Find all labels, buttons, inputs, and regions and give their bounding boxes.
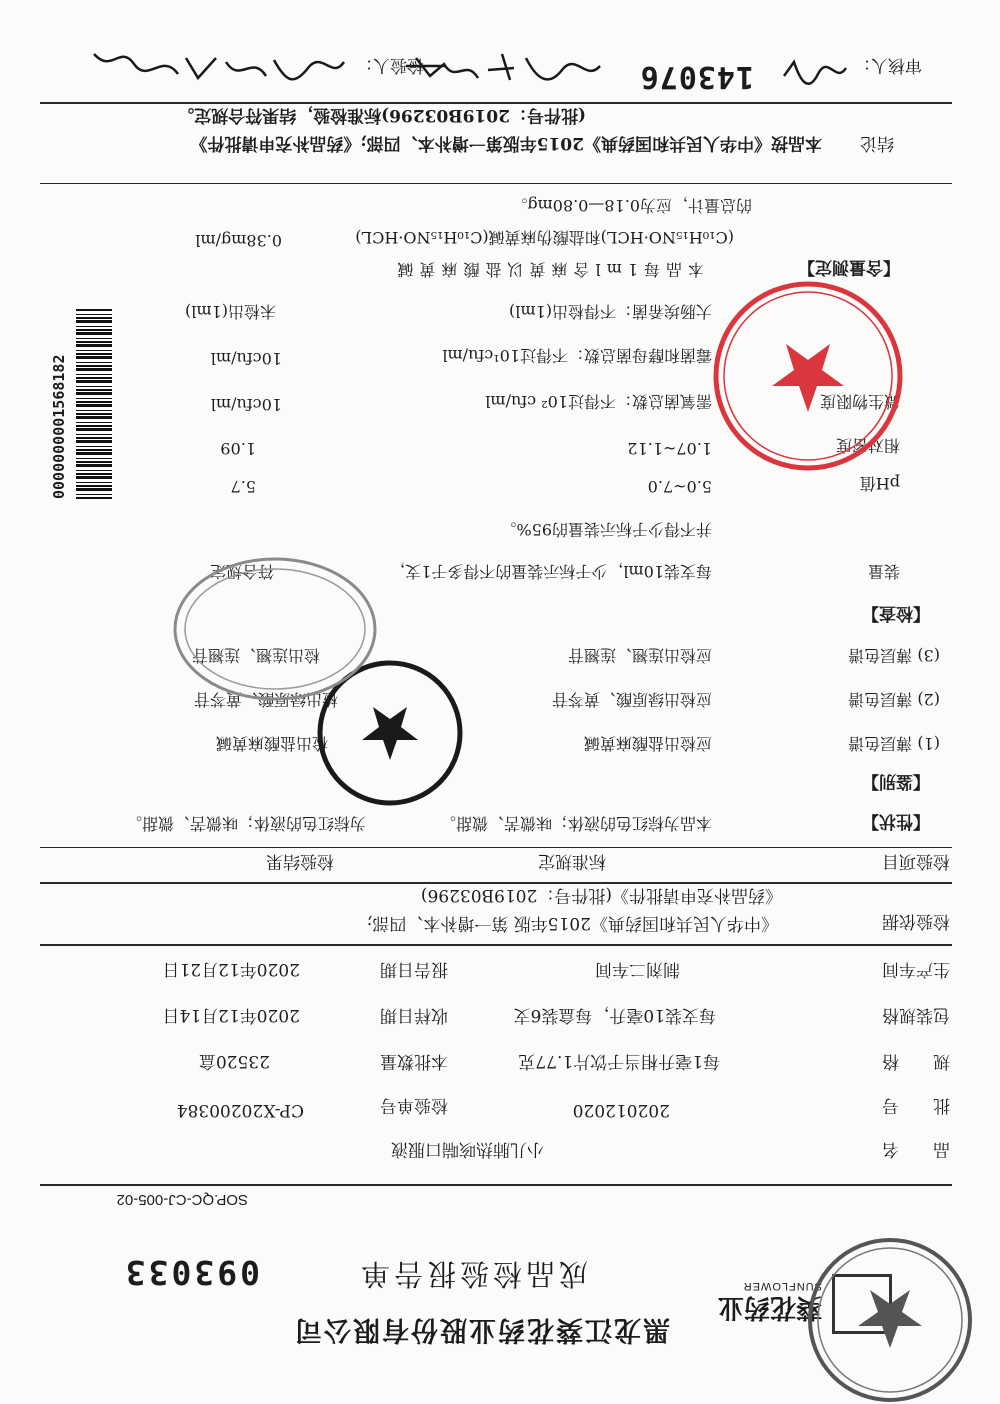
serial-number: 093033 bbox=[122, 1253, 260, 1292]
ph-standard: 5.0~7.0 bbox=[647, 477, 712, 496]
section-examination: 【检查】 bbox=[862, 603, 930, 623]
red-quality-stamp bbox=[710, 278, 906, 474]
basis-label: 检验依据 bbox=[882, 911, 950, 931]
company-name: 黑龙江葵花药业股份有限公司 bbox=[293, 1314, 670, 1345]
assay-standard-3: 的总量计，应为0.18—0.80mg。 bbox=[511, 196, 752, 215]
tlc2-result: 检出绿原酸、黄芩苷 bbox=[193, 690, 338, 709]
report-date-value: 2020年12月21日 bbox=[162, 959, 300, 979]
quantity-label: 本批数量 bbox=[380, 1051, 448, 1071]
tlc3-result: 检出连翘、连翘苷 bbox=[191, 646, 320, 665]
micro-result-1: 10cfu/ml bbox=[210, 395, 282, 414]
conclusion-line-1-text: 本品按《中华人民共和国药典》2015年版第一增补本、四部;《药品补充申请批件》 bbox=[190, 133, 822, 153]
assay-result: 0.38mg/ml bbox=[195, 231, 282, 250]
batch-label: 批 号 bbox=[882, 1095, 950, 1115]
fill-standard-2: 并不得少于标示装量的95%。 bbox=[500, 520, 712, 539]
fill-result: 符合规定 bbox=[209, 562, 274, 581]
micro-standard-2: 霉菌和酵母菌总数：不得过10¹cfu/ml bbox=[442, 346, 712, 365]
conclusion-line-2: (批件号：2019B03296)标准检验，结果符合规定。 bbox=[177, 105, 586, 125]
density-standard: 1.07~1.12 bbox=[627, 439, 712, 458]
section-assay: 【含量测定】 bbox=[798, 257, 900, 277]
packaging-label: 包装规格 bbox=[882, 1005, 950, 1025]
workshop-label: 生产车间 bbox=[882, 959, 950, 979]
density-result: 1.09 bbox=[220, 439, 256, 458]
faded-quality-stamp bbox=[170, 554, 380, 704]
ph-result: 5.7 bbox=[230, 477, 256, 496]
logo-cn: 葵花药业 bbox=[717, 1292, 822, 1322]
col-header-item: 检验项目 bbox=[882, 851, 950, 871]
micro-item: 微生物限度 bbox=[819, 392, 900, 411]
workshop-value: 制剂二车间 bbox=[595, 959, 680, 979]
report-title: 成品检验报告单 bbox=[356, 1257, 588, 1291]
inspector-label: 检验人： bbox=[356, 55, 424, 75]
tlc1-item: (1) 薄层色谱 bbox=[848, 734, 940, 753]
character-result: 为棕红色的液体；味微苦、微甜。 bbox=[125, 814, 366, 833]
micro-standard-3: 大肠埃希菌：不得检出(1ml) bbox=[509, 302, 712, 321]
product-name-value: 小儿肺热咳喘口服液 bbox=[391, 1139, 544, 1159]
tlc1-standard: 应检出盐酸麻黄碱 bbox=[583, 734, 712, 753]
product-name-label: 品 名 bbox=[882, 1139, 950, 1159]
basis-bottom-rule bbox=[40, 882, 952, 884]
conclusion-line-1 bbox=[190, 133, 870, 158]
tlc3-item: (3) 薄层色谱 bbox=[848, 646, 940, 665]
batch-value: 202012020 bbox=[572, 1100, 670, 1120]
header-bottom-rule bbox=[40, 847, 952, 848]
spec-value: 每1毫升相当于饮片1.77克 bbox=[518, 1051, 720, 1071]
basis-line-1: 《中华人民共和国药典》2015年版 第一增补本、四部; bbox=[366, 913, 778, 933]
micro-standard-1: 需氧菌总数：不得过10² cfu/ml bbox=[485, 392, 712, 411]
guoquan-quality-stamp bbox=[806, 1236, 974, 1404]
conclusion-bottom-rule bbox=[40, 102, 952, 104]
fill-standard-1: 每支装10ml，少于标示装量的不得多于1支， bbox=[389, 562, 712, 581]
inspector-signature bbox=[88, 44, 348, 88]
assay-standard-2: (C₁₀H₁₅NO·HCL)和盐酸伪麻黄碱(C₁₀H₁₅NO·HCL) bbox=[355, 228, 734, 247]
reviewer-label: 审核人： bbox=[854, 55, 922, 75]
micro-result-2: 10cfu/ml bbox=[210, 349, 282, 368]
document-code: SOP.QC-CJ-005-02 bbox=[116, 1191, 248, 1208]
spec-label: 规 格 bbox=[882, 1051, 950, 1071]
test-no-label: 检验单号 bbox=[380, 1095, 448, 1115]
character-standard: 本品为棕红色的液体；味微苦、微甜。 bbox=[439, 814, 712, 833]
barcode bbox=[50, 309, 112, 499]
quantity-value: 23520盒 bbox=[198, 1051, 270, 1071]
info-bottom-rule bbox=[40, 944, 952, 946]
tlc1-result: 检出盐酸麻黄碱 bbox=[215, 734, 328, 753]
section-character: 【性状】 bbox=[862, 811, 930, 831]
tlc2-standard: 应检出绿原酸、黄芩苷 bbox=[551, 690, 712, 709]
report-date-label: 报告日期 bbox=[380, 959, 448, 979]
col-header-standard: 标准规定 bbox=[538, 851, 606, 871]
receive-date-label: 收样日期 bbox=[380, 1005, 448, 1025]
section-identification: 【鉴别】 bbox=[862, 771, 930, 791]
assay-standard-1: 本品每1ml含麻黄以盐酸麻黄碱 bbox=[391, 260, 704, 279]
tlc3-standard: 应检出连翘、连翘苷 bbox=[567, 646, 712, 665]
ph-item: pH值 bbox=[859, 474, 900, 493]
table-top-rule bbox=[40, 1184, 952, 1186]
reviewer-code: 143076 bbox=[639, 59, 754, 94]
packaging-value: 每支装10毫升，每盒装6支 bbox=[513, 1005, 716, 1025]
basis-line-2: 《药品补充申请批件》(批件号：2019B03296) bbox=[420, 885, 782, 905]
conclusion-label: 结论 bbox=[860, 133, 894, 153]
barcode-bars bbox=[76, 309, 112, 499]
barcode-number: 0000000001568182 bbox=[50, 354, 68, 499]
micro-result-3: 未检出(1ml) bbox=[185, 302, 276, 321]
receive-date-value: 2020年12月14日 bbox=[162, 1005, 300, 1025]
fill-item: 装量 bbox=[867, 562, 900, 581]
tlc2-item: (2) 薄层色谱 bbox=[848, 690, 940, 709]
results-bottom-rule bbox=[40, 183, 952, 184]
test-no-value: CP-X20200384 bbox=[176, 1100, 304, 1120]
density-item: 相对密度 bbox=[835, 436, 900, 455]
reviewer-signature bbox=[780, 52, 850, 88]
col-header-result: 检验结果 bbox=[266, 851, 334, 871]
logo-en: SUNFLOWER bbox=[742, 1280, 822, 1292]
